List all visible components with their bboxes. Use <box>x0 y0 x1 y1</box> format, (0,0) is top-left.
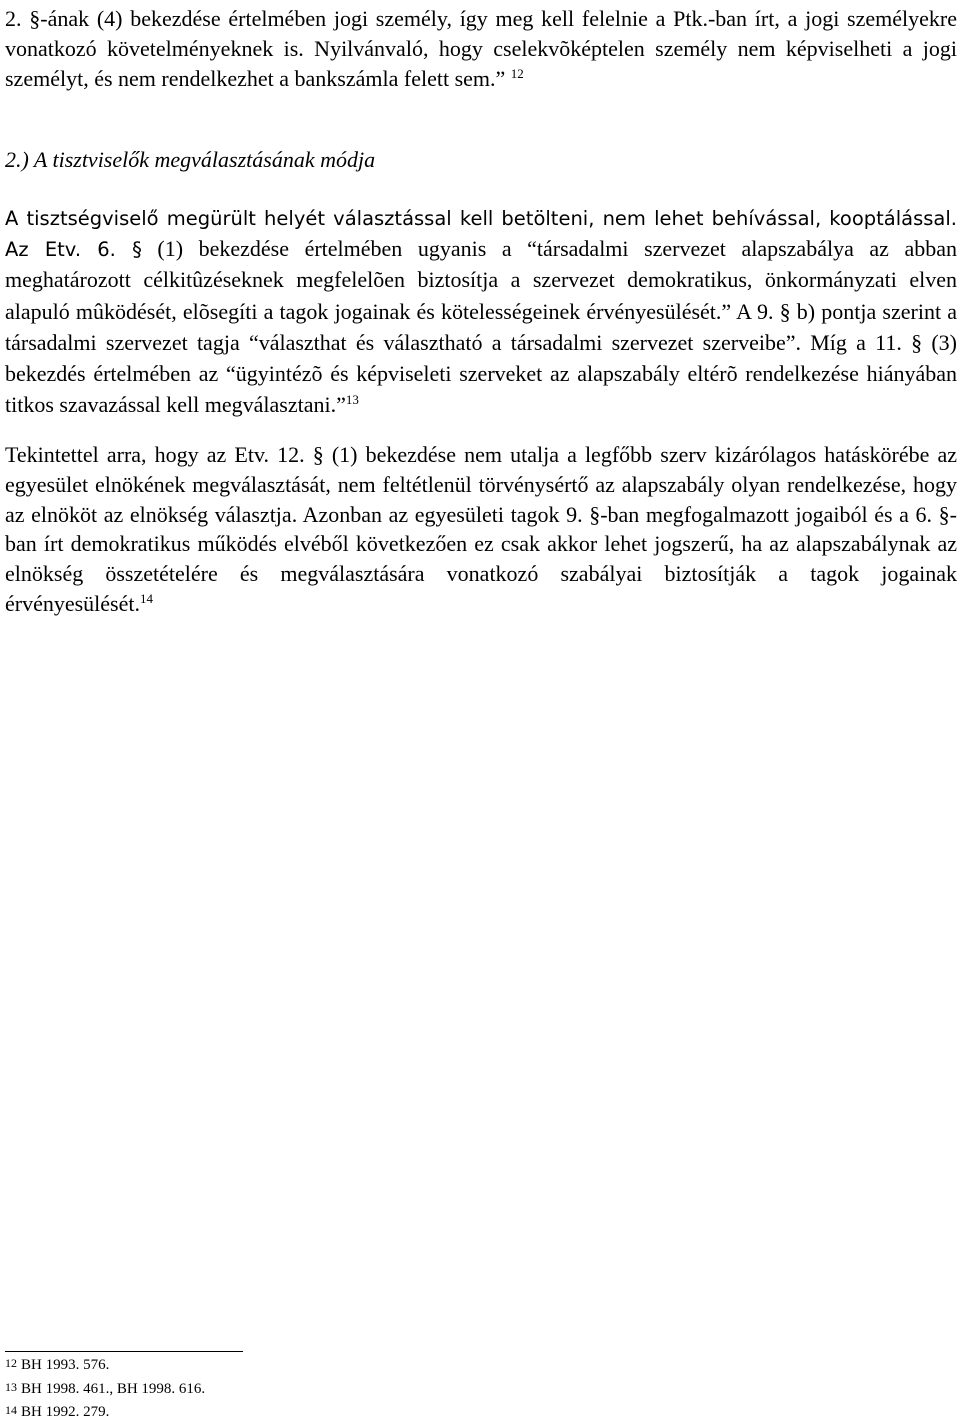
paragraph-intro <box>5 4 957 96</box>
footnote-number: 13 <box>5 1379 17 1394</box>
footnote-text: BH 1992. 279. <box>21 1404 110 1420</box>
footnote-ref-14: 14 <box>140 590 153 606</box>
footnote-ref-13: 13 <box>345 392 359 408</box>
footnote-item <box>5 1354 205 1378</box>
footnote-item <box>5 1378 205 1402</box>
paragraph-officials-text-b: (1) bekezdése értelmében ugyanis a “társadalmi szervezet alapszabálya az abban meghatározott célkitûzéseknek megfelelõen biztosítja a szervezet demokratikus, önkormányzati elven alapuló mûködését, elõsegíti a tagok jogainak és kötelességeinek érvényesülését.” A 9. § b) pontja szerint a társadalmi szervezet tagja “választhat és választható a társadalmi szervezet szerveibe”. Míg a 11. § (3) bekezdés értelmében az “ügyintézõ és képviseleti szerveket az alapszabály eltérõ rendelkezése hiányában titkos szavazással kell megválasztani.” <box>5 236 957 418</box>
footnote-number: 14 <box>5 1403 17 1417</box>
paragraph-officials-text-a: A tisztségviselő megürült helyét választással kell betölteni, nem lehet behívással, kooptálással. Az Etv. 6. § <box>5 207 957 262</box>
paragraph-officials <box>5 204 957 423</box>
footnote-text: BH 1993. 576. <box>21 1357 110 1373</box>
footnote-divider <box>5 1351 243 1352</box>
paragraph-intro-text: 2. §-ának (4) bekezdése értelmében jogi személy, így meg kell felelnie a Ptk.-ban írt, a jogi személyekre vonatkozó követelményeknek is. Nyilvánvaló, hogy cselekvõképtelen személy nem képviselheti a jogi személyt, és nem rendelkezhet a bankszámla felett sem.” <box>5 6 957 91</box>
footnote-ref-12: 12 <box>510 65 524 81</box>
footnote-item <box>5 1401 205 1425</box>
paragraph-president <box>5 440 957 622</box>
paragraph-president-text: Tekintettel arra, hogy az Etv. 12. § (1) bekezdése nem utalja a legfőbb szerv kizárólagos hatáskörébe az egyesület elnökének megválasztását, nem feltétlenül törvénysértő az alapszabály olyan rendelkezése, hogy az elnököt az elnökség választja. Azonban az egyesületi tagok 9. §-ban megfogalmazott jogaiból és a 6. §-ban írt demokratikus működés elvéből következően ez csak akkor lehet jogszerű, ha az alapszabálynak az elnökség összetételére és megválasztására vonatkozó szabályai biztosítják a tagok jogainak érvényesülését. <box>5 442 957 616</box>
footnote-number: 12 <box>5 1356 17 1370</box>
footnote-text: BH 1998. 461., BH 1998. 616. <box>21 1380 206 1397</box>
footnotes <box>5 1354 205 1425</box>
section-heading: 2.) A tisztviselők megválasztásának módja <box>5 147 376 172</box>
